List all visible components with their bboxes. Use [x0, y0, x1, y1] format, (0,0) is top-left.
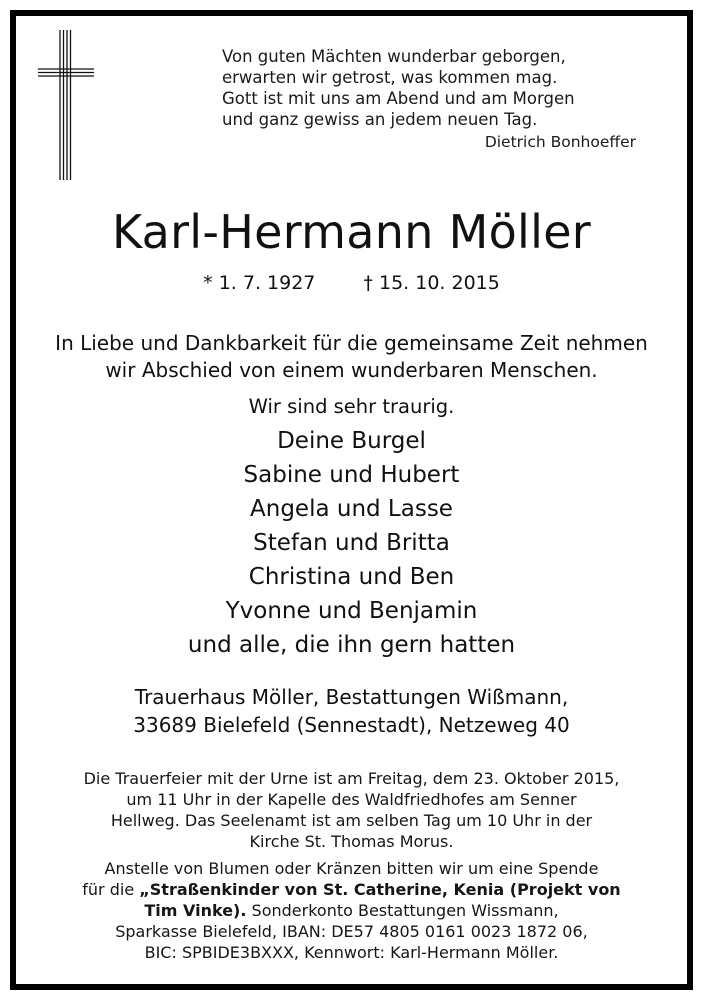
donation-info	[0, 858, 703, 963]
donation-line: Anstelle von Blumen oder Kränzen bitten wir um eine Spende	[104, 859, 599, 878]
family-member: Angela und Lasse	[250, 496, 453, 522]
family-member: Yvonne und Benjamin	[225, 598, 478, 624]
charity-name: „Straßenkinder von St. Catherine, Kenia (Projekt von	[139, 880, 621, 899]
family-member: Stefan und Britta	[253, 530, 450, 556]
farewell-line: wir Abschied von einem wunderbaren Menschen.	[105, 358, 598, 382]
poem-line: und ganz gewiss an jedem neuen Tag.	[222, 110, 538, 129]
mourning-house	[0, 683, 703, 739]
life-dates	[0, 270, 703, 296]
sad-text: Wir sind sehr traurig.	[248, 395, 455, 418]
cross-icon	[30, 20, 100, 185]
ceremony-line: Die Trauerfeier mit der Urne ist am Freitag, dem 23. Oktober 2015,	[83, 769, 620, 788]
ceremony-line: Hellweg. Das Seelenamt ist am selben Tag um 10 Uhr in der	[110, 811, 593, 830]
family-member: Christina und Ben	[248, 564, 455, 590]
deceased-name: Karl-Hermann Möller	[111, 205, 592, 259]
house-line: 33689 Bielefeld (Sennestadt), Netzeweg 40	[133, 713, 570, 737]
ceremony-line: Kirche St. Thomas Morus.	[249, 832, 454, 851]
poem	[222, 46, 642, 153]
farewell-text	[0, 330, 703, 384]
poem-line: Gott ist mit uns am Abend und am Morgen	[222, 89, 575, 108]
poem-line: erwarten wir getrost, was kommen mag.	[222, 68, 558, 87]
farewell-line: In Liebe und Dankbarkeit für die gemeinsame Zeit nehmen	[55, 331, 648, 355]
donation-prefix: für die	[82, 880, 140, 899]
family-member: Deine Burgel	[277, 428, 426, 454]
poem-author: Dietrich Bonhoeffer	[484, 133, 636, 151]
poem-line: Von guten Mächten wunderbar geborgen,	[222, 47, 566, 66]
house-line: Trauerhaus Möller, Bestattungen Wißmann,	[134, 685, 569, 709]
family-member: und alle, die ihn gern hatten	[187, 632, 516, 658]
family-member: Sabine und Hubert	[243, 462, 460, 488]
family-list	[0, 424, 703, 662]
ceremony-line: um 11 Uhr in der Kapelle des Waldfriedhofes am Senner	[126, 790, 577, 809]
charity-name-end: Tim Vinke).	[144, 901, 247, 920]
birth-date: * 1. 7. 1927	[203, 272, 316, 294]
donation-line: Sparkasse Bielefeld, IBAN: DE57 4805 0161 0023 1872 06,	[115, 922, 588, 941]
donation-line	[0, 879, 703, 900]
ceremony-info	[0, 768, 703, 852]
donation-line	[0, 900, 703, 921]
death-date: † 15. 10. 2015	[363, 272, 500, 294]
donation-line: BIC: SPBIDE3BXXX, Kennwort: Karl-Hermann Möller.	[144, 943, 559, 962]
donation-account: Sonderkonto Bestattungen Wissmann,	[246, 901, 559, 920]
